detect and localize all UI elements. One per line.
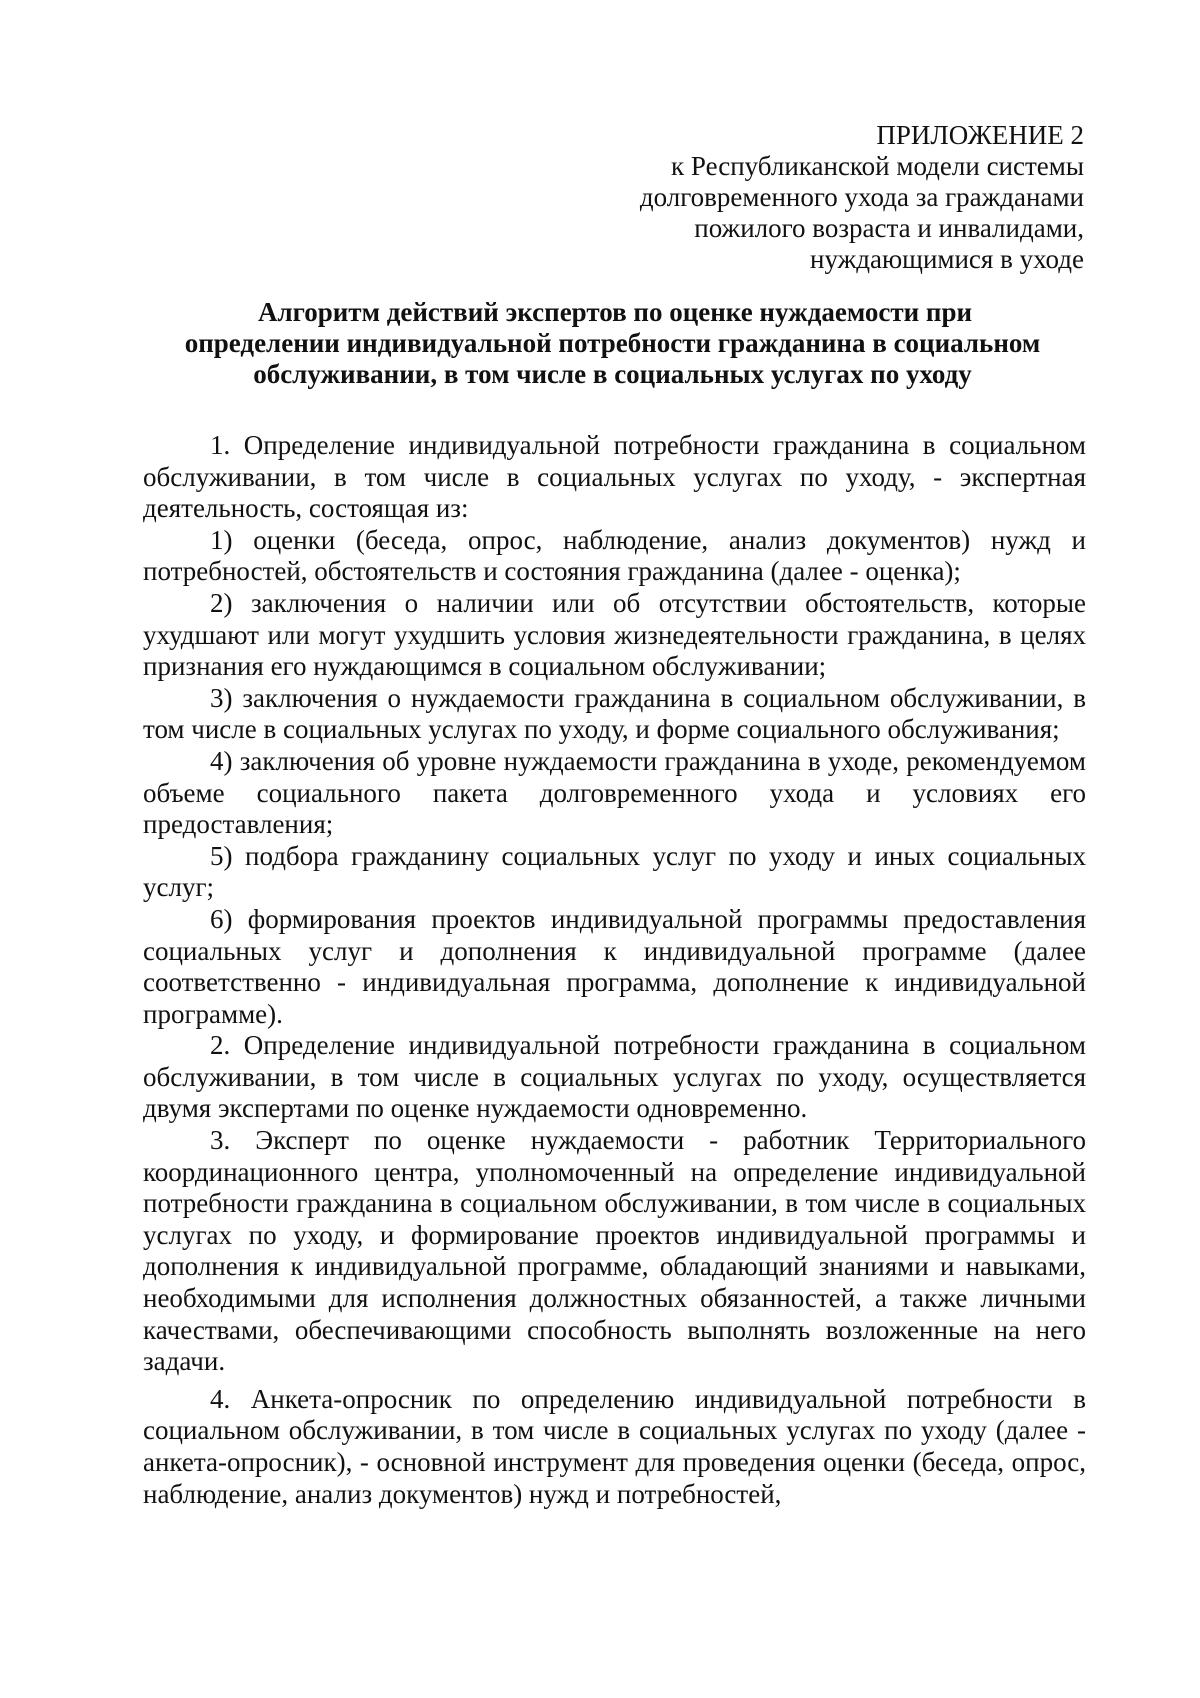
paragraph-2: 2. Определение индивидуальной потребности гражданина в социальном обслуживании, в том числе в социальных услугах по уходу, осуществляется двумя экспертами по оценке нуждаемости одновременно. (143, 1030, 1086, 1124)
appendix-reference-line: нуждающимися в уходе (810, 244, 1084, 274)
document-title (140, 297, 1085, 390)
paragraph-1: 1. Определение индивидуальной потребности гражданина в социальном обслуживании, в том числе в социальных услугах по уходу, - экспертная деятельность, состоящая из: (143, 430, 1086, 524)
title-line: Алгоритм действий экспертов по оценке нуждаемости при (258, 297, 973, 327)
document-body (143, 430, 1086, 1510)
list-item-4: 4) заключения об уровне нуждаемости гражданина в уходе, рекомендуемом объеме социального пакета долговременного ухода и условиях его предоставления; (143, 745, 1086, 840)
appendix-header (640, 120, 1084, 275)
list-item-5: 5) подбора гражданину социальных услуг по уходу и иных социальных услуг; (143, 840, 1086, 903)
list-item-2: 2) заключения о наличии или об отсутствии обстоятельств, которые ухудшают или могут ухудшить условия жизнедеятельности гражданина, в целях признания его нуждающимся в социальном обслуживании; (143, 587, 1086, 682)
title-line: определении индивидуальной потребности гражданина в социальном (184, 328, 1041, 358)
paragraph-4: 4. Анкета-опросник по определению индивидуальной потребности в социальном обслуживании, в том числе в социальных услугах по уходу (далее - анкета-опросник), - основной инструмент для проведения оценки (беседа, опрос, наблюдение, анализ документов) нужд и потребностей, (143, 1383, 1086, 1509)
appendix-reference-line: долговременного ухода за гражданами (639, 182, 1084, 212)
paragraph-3: 3. Эксперт по оценке нуждаемости - работник Территориального координационного центра, уполномоченный на определение индивидуальной потребности гражданина в социальном обслуживании, в том числе в социальных услугах по уходу, и формирование проектов индивидуальной программы и дополнения к индивидуальной программе, обладающий знаниями и навыками, необходимыми для исполнения должностных обязанностей, а также личными качествами, обеспечивающими способность выполнять возложенные на него задачи. (143, 1125, 1086, 1377)
appendix-reference-line: пожилого возраста и инвалидами, (694, 213, 1084, 243)
title-line: обслуживании, в том числе в социальных услугах по уходу (253, 359, 972, 389)
list-item-3: 3) заключения о нуждаемости гражданина в социальном обслуживании, в том числе в социальных услугах по уходу, и форме социального обслуживания; (143, 682, 1086, 745)
appendix-number: ПРИЛОЖЕНИЕ 2 (876, 120, 1084, 150)
list-item-6: 6) формирования проектов индивидуальной программы предоставления социальных услуг и дополнения к индивидуальной программе (далее соответственно - индивидуальная программа, дополнение к индивидуальной программе). (143, 903, 1086, 1029)
list-item-1: 1) оценки (беседа, опрос, наблюдение, анализ документов) нужд и потребностей, обстоятельств и состояния гражданина (далее - оценка); (143, 524, 1086, 587)
appendix-reference-line: к Республиканской модели системы (671, 151, 1084, 181)
